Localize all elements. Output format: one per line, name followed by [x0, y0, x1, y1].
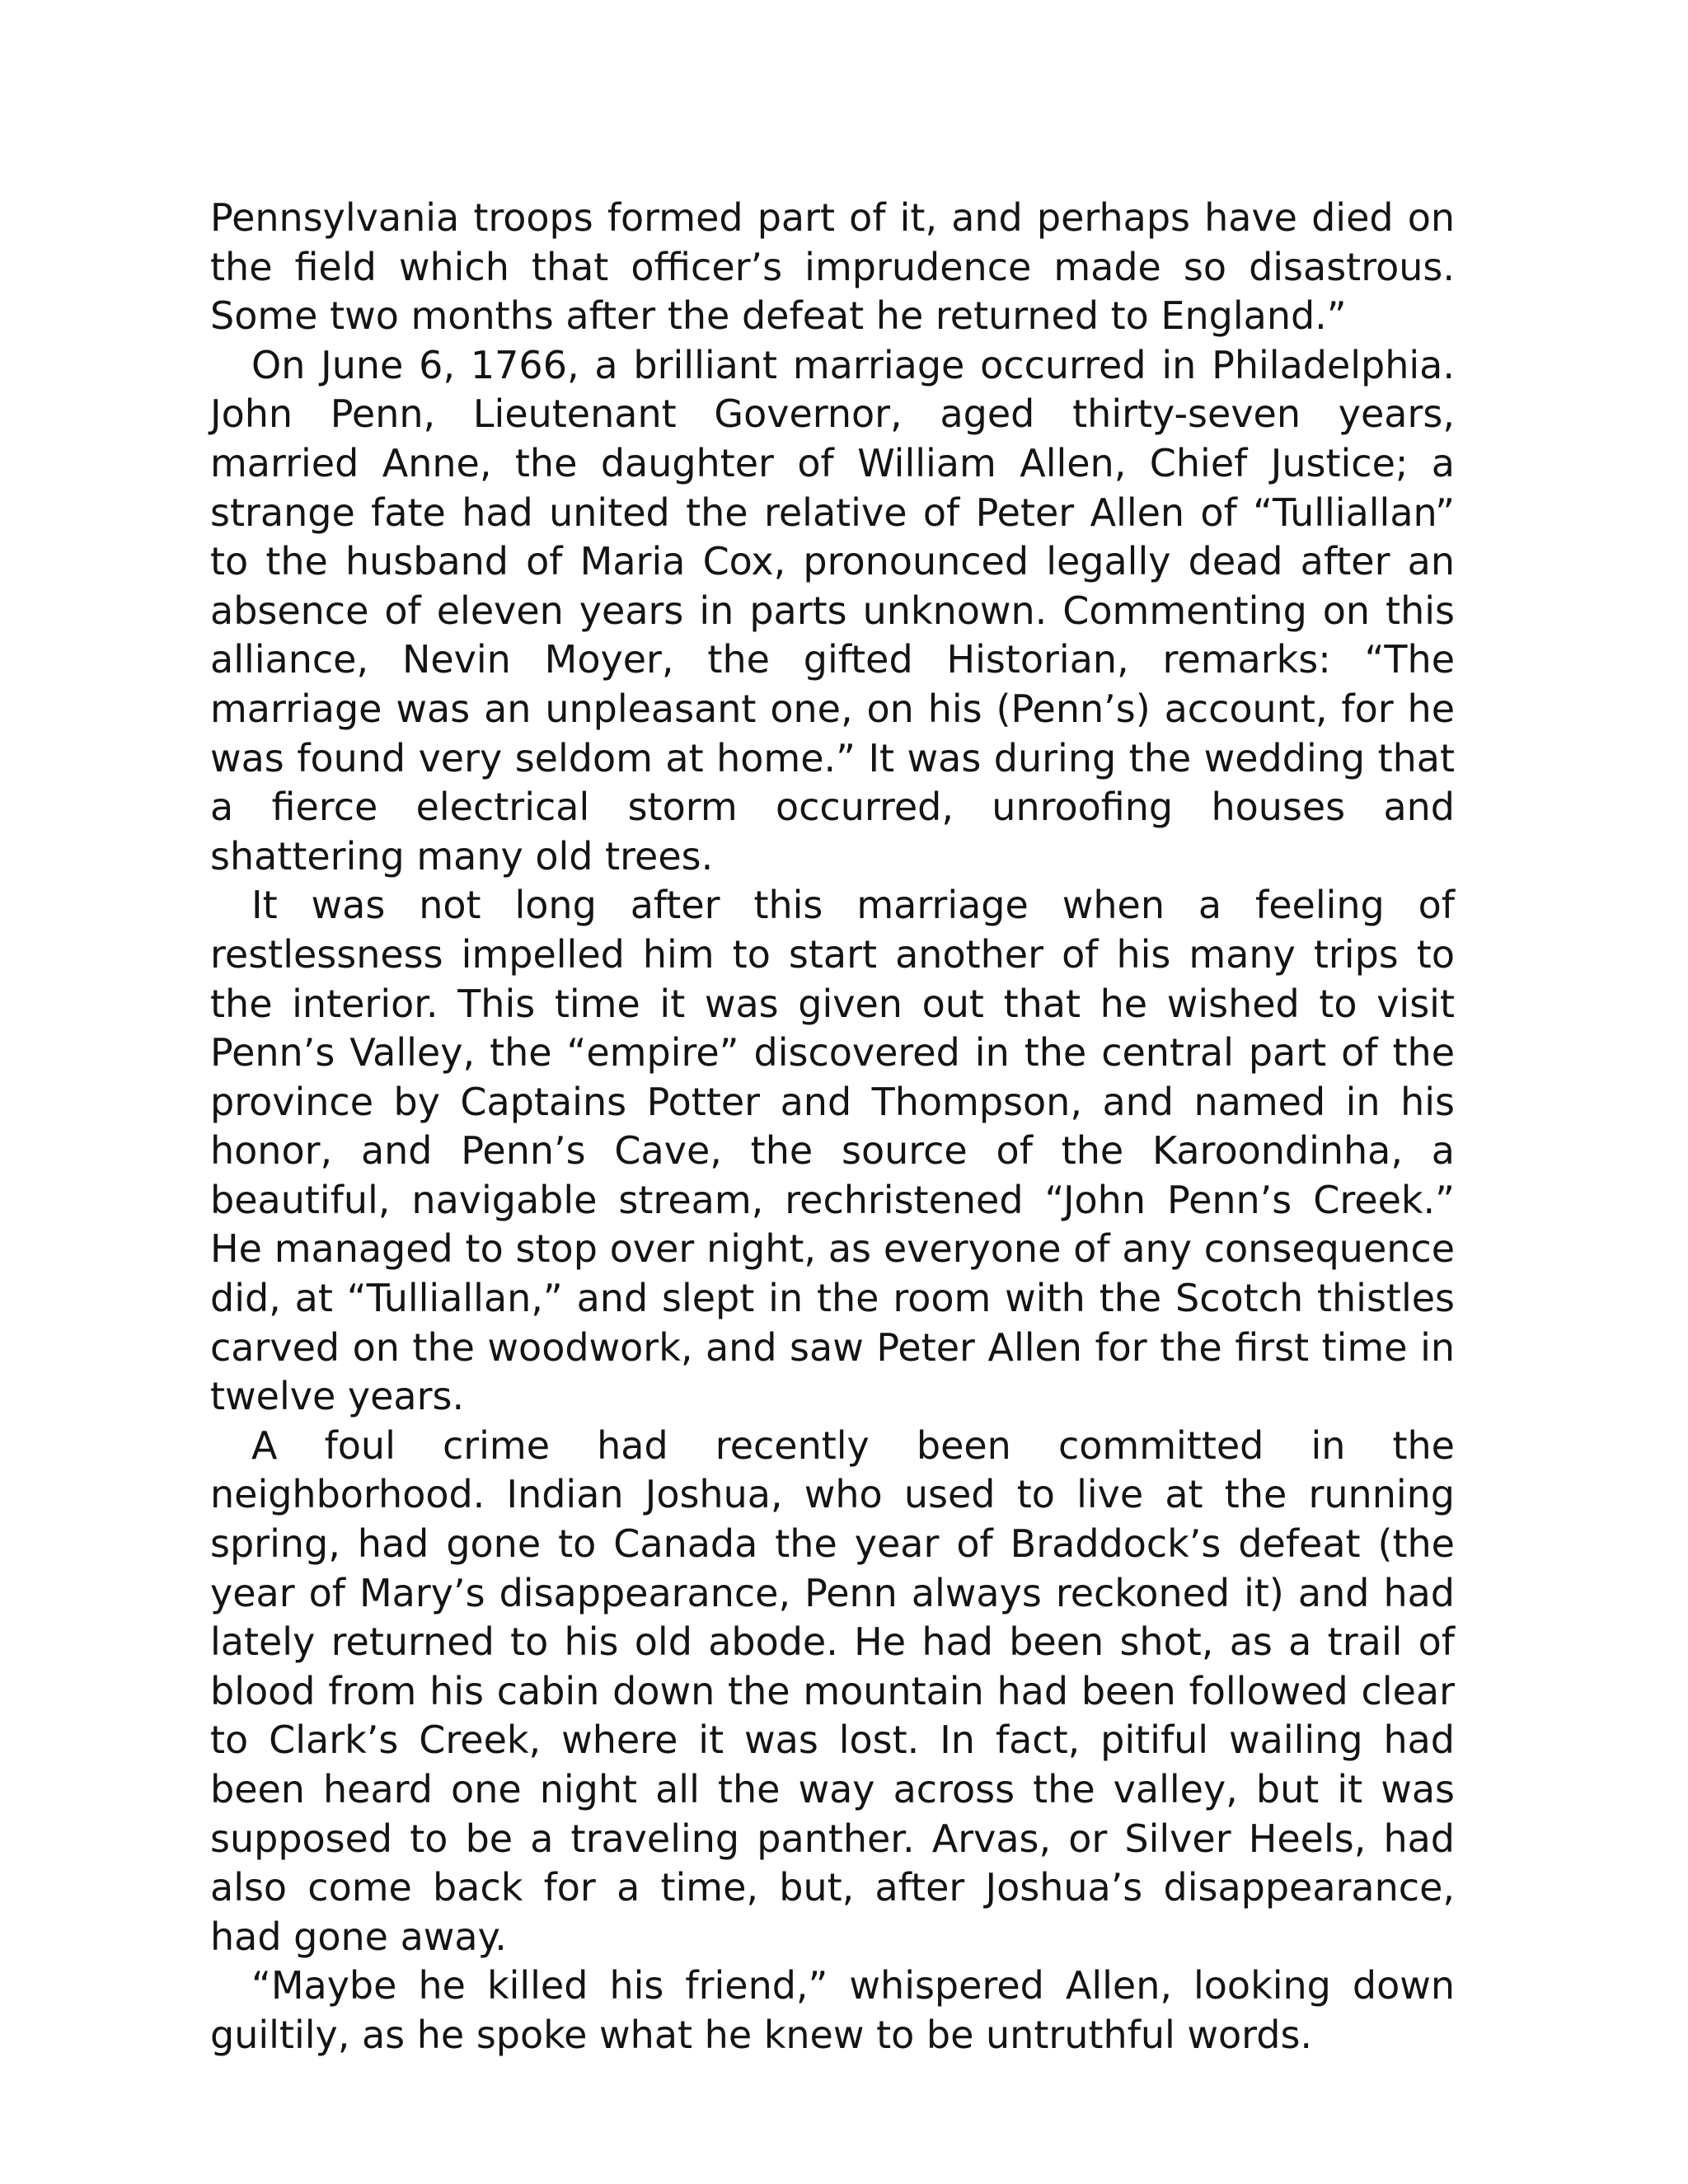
paragraph-2: On June 6, 1766, a brilliant marriage occurred in Philadelphia. John Penn, Lieutenant Governor, aged thirty-seven years, married Anne, the daughter of William Allen, Chief Justice; a strange fate had united the relative of Peter Allen of “Tulliallan” to the husband of Maria Cox, pronounced legally dead after an absence of eleven years in parts unknown. Commenting on this alliance, Nevin Moyer, the gifted Historian, remarks: “The marriage was an unpleasant one, on his (Penn’s) account, for he was found very seldom at home.” It was during the wedding that a fierce electrical storm occurred, unroofing houses and shattering many old trees. [210, 342, 1455, 879]
paragraph-3: It was not long after this marriage when a feeling of restlessness impelled him to start another of his many trips to the interior. This time it was given out that he wished to visit Penn’s Valley, the “empire” discovered in the central part of the province by Captains Potter and Thompson, and named in his honor, and Penn’s Cave, the source of the Karoondinha, a beautiful, navigable stream, rechristened “John Penn’s Creek.” He managed to stop over night, as everyone of any consequence did, at “Tulliallan,” and slept in the room with the Scotch thistles carved on the woodwork, and saw Peter Allen for the first time in twelve years. [210, 883, 1455, 1419]
page-body [210, 194, 1455, 2060]
paragraph-5: “Maybe he killed his friend,” whispered Allen, looking down guiltily, as he spoke what he knew to be untruthful words. [210, 1963, 1455, 2057]
paragraph-1: Pennsylvania troops formed part of it, and perhaps have died on the field which that officer’s imprudence made so disastrous. Some two months after the defeat he returned to England.” [210, 195, 1455, 339]
paragraph-4: A foul crime had recently been committed in the neighborhood. Indian Joshua, who used to live at the running spring, had gone to Canada the year of Braddock’s defeat (the year of Mary’s disappearance, Penn always reckoned it) and had lately returned to his old abode. He had been shot, as a trail of blood from his cabin down the mountain had been followed clear to Clark’s Creek, where it was lost. In fact, pitiful wailing had been heard one night all the way across the valley, but it was supposed to be a traveling panther. Arvas, or Silver Heels, had also come back for a time, but, after Joshua’s disappearance, had gone away. [210, 1422, 1455, 1959]
